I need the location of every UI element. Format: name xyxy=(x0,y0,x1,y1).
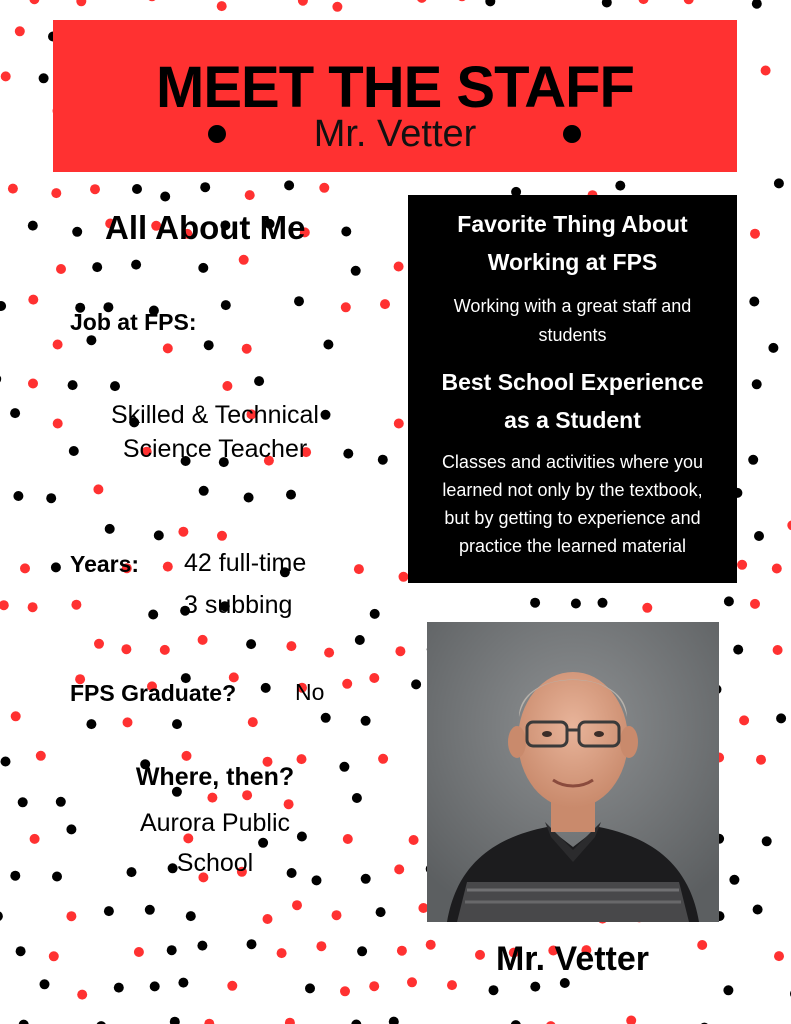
background-dot xyxy=(285,1018,295,1024)
best-text-line1: Classes and activities where you xyxy=(441,452,704,472)
where-value-line1: Aurora Public xyxy=(139,809,291,837)
background-dot xyxy=(147,0,157,1)
background-dot xyxy=(750,229,760,239)
background-dot xyxy=(351,1020,361,1024)
background-dot xyxy=(170,1017,180,1024)
background-dot xyxy=(395,646,405,656)
background-dot xyxy=(753,905,763,915)
background-dot xyxy=(642,603,652,613)
background-dot xyxy=(571,599,581,609)
favorite-text-line1: Working with a great staff and xyxy=(453,296,692,316)
background-dot xyxy=(754,531,764,541)
header-banner xyxy=(53,20,737,172)
background-dot xyxy=(39,73,49,83)
background-dot xyxy=(772,564,782,574)
background-dot xyxy=(724,596,734,606)
background-dot xyxy=(284,180,294,190)
background-dot xyxy=(776,713,786,723)
background-dot xyxy=(457,0,467,1)
background-dot xyxy=(602,0,612,8)
background-dot xyxy=(15,26,25,36)
background-dot xyxy=(28,602,38,612)
background-dot xyxy=(762,836,772,846)
background-dot xyxy=(36,751,46,761)
background-dot xyxy=(227,981,237,991)
background-dot xyxy=(615,181,625,191)
background-dot xyxy=(626,1016,636,1024)
background-dot xyxy=(28,295,38,305)
background-dot xyxy=(397,946,407,956)
where-value-line2: School xyxy=(176,849,254,877)
background-dot xyxy=(150,981,160,991)
where-label: Where, then? xyxy=(135,763,295,791)
job-value-line1: Skilled & Technical xyxy=(111,401,319,429)
background-dot xyxy=(114,983,124,993)
background-dot xyxy=(417,0,427,3)
background-dot xyxy=(200,182,210,192)
background-dot xyxy=(560,978,570,988)
background-dot xyxy=(0,374,1,384)
background-dot xyxy=(11,711,21,721)
job-value-line2: Science Teacher xyxy=(122,435,308,463)
staff-portrait-photo xyxy=(427,622,719,922)
background-dot xyxy=(217,1,227,11)
background-dot xyxy=(749,297,759,307)
background-dot xyxy=(1,71,11,81)
bullet-dot-icon xyxy=(563,125,581,143)
about-me-heading: All About Me xyxy=(105,209,306,246)
background-dot xyxy=(409,835,419,845)
background-dot xyxy=(0,301,6,311)
background-dot xyxy=(13,491,23,501)
background-dot xyxy=(530,598,540,608)
background-dot xyxy=(204,1019,214,1024)
background-dot xyxy=(394,262,404,272)
background-dot xyxy=(598,598,608,608)
years-value-line1: 42 full-time xyxy=(184,549,307,577)
background-dot xyxy=(752,379,762,389)
background-dot xyxy=(378,754,388,764)
background-dot xyxy=(737,560,747,570)
background-dot xyxy=(485,0,495,6)
background-dot xyxy=(8,184,18,194)
background-dot xyxy=(787,520,791,530)
background-dot xyxy=(389,1017,399,1024)
graduate-label: FPS Graduate? xyxy=(70,680,237,706)
background-dot xyxy=(733,645,743,655)
photo-caption: Mr. Vetter xyxy=(495,940,650,978)
background-dot xyxy=(774,951,784,961)
favorite-thing-text xyxy=(408,292,737,350)
background-dot xyxy=(305,983,315,993)
best-text-line4: practice the learned material xyxy=(458,536,687,556)
background-dot xyxy=(340,986,350,996)
best-heading-line1: Best School Experience xyxy=(441,369,704,395)
background-dot xyxy=(319,183,329,193)
favorite-heading-line2: Working at FPS xyxy=(487,249,658,275)
background-dot xyxy=(298,0,308,6)
background-dot xyxy=(511,1020,521,1024)
background-dot xyxy=(332,2,342,12)
background-dot xyxy=(729,875,739,885)
background-dot xyxy=(756,755,766,765)
background-dot xyxy=(378,455,388,465)
background-dot xyxy=(178,978,188,988)
best-experience-text xyxy=(408,448,737,560)
background-dot xyxy=(20,563,30,573)
best-text-line3: but by getting to experience and xyxy=(444,508,701,528)
background-dot xyxy=(16,946,26,956)
background-dot xyxy=(773,645,783,655)
background-dot xyxy=(394,419,404,429)
job-label: Job at FPS: xyxy=(70,309,197,335)
background-dot xyxy=(10,871,20,881)
background-dot xyxy=(394,864,404,874)
background-dot xyxy=(684,0,694,4)
background-dot xyxy=(768,343,778,353)
about-me-section xyxy=(52,195,378,975)
best-heading-line2: as a Student xyxy=(504,407,641,433)
background-dot xyxy=(739,715,749,725)
background-dot xyxy=(0,911,3,921)
favorite-heading-line1: Favorite Thing About xyxy=(457,211,688,237)
background-dot xyxy=(132,184,142,194)
best-experience-heading xyxy=(408,363,737,439)
background-dot xyxy=(774,178,784,188)
background-dot xyxy=(761,66,771,76)
portrait-illustration xyxy=(427,622,719,922)
best-text-line2: learned not only by the textbook, xyxy=(442,480,703,500)
favorite-text-line2: students xyxy=(538,325,607,345)
years-label: Years: xyxy=(70,551,140,577)
background-dot xyxy=(750,599,760,609)
background-dot xyxy=(399,572,409,582)
background-dot xyxy=(447,980,457,990)
background-dot xyxy=(639,0,649,4)
background-dot xyxy=(28,221,38,231)
background-dot xyxy=(10,408,20,418)
background-dot xyxy=(28,379,38,389)
background-dot xyxy=(380,299,390,309)
background-dot xyxy=(748,455,758,465)
background-dot xyxy=(530,982,540,992)
staff-name-subtitle: Mr. Vetter xyxy=(313,113,477,155)
background-dot xyxy=(369,981,379,991)
background-dot xyxy=(752,0,762,9)
background-dot xyxy=(77,990,87,1000)
background-dot xyxy=(40,979,50,989)
background-dot xyxy=(411,679,421,689)
background-dot xyxy=(76,0,86,6)
years-value-line2: 3 subbing xyxy=(184,591,293,619)
background-dot xyxy=(19,1020,29,1024)
favorites-box xyxy=(408,195,737,583)
background-dot xyxy=(723,985,733,995)
background-dot xyxy=(0,600,9,610)
background-dot xyxy=(489,985,499,995)
page-title: MEET THE STAFF xyxy=(156,55,634,120)
background-dot xyxy=(30,834,40,844)
favorite-thing-heading xyxy=(408,205,737,281)
background-dot xyxy=(90,184,100,194)
background-dot xyxy=(29,0,39,4)
background-dot xyxy=(18,797,28,807)
background-dot xyxy=(1,757,11,767)
graduate-value: No xyxy=(295,679,325,705)
header-subtitle-row xyxy=(53,112,737,156)
